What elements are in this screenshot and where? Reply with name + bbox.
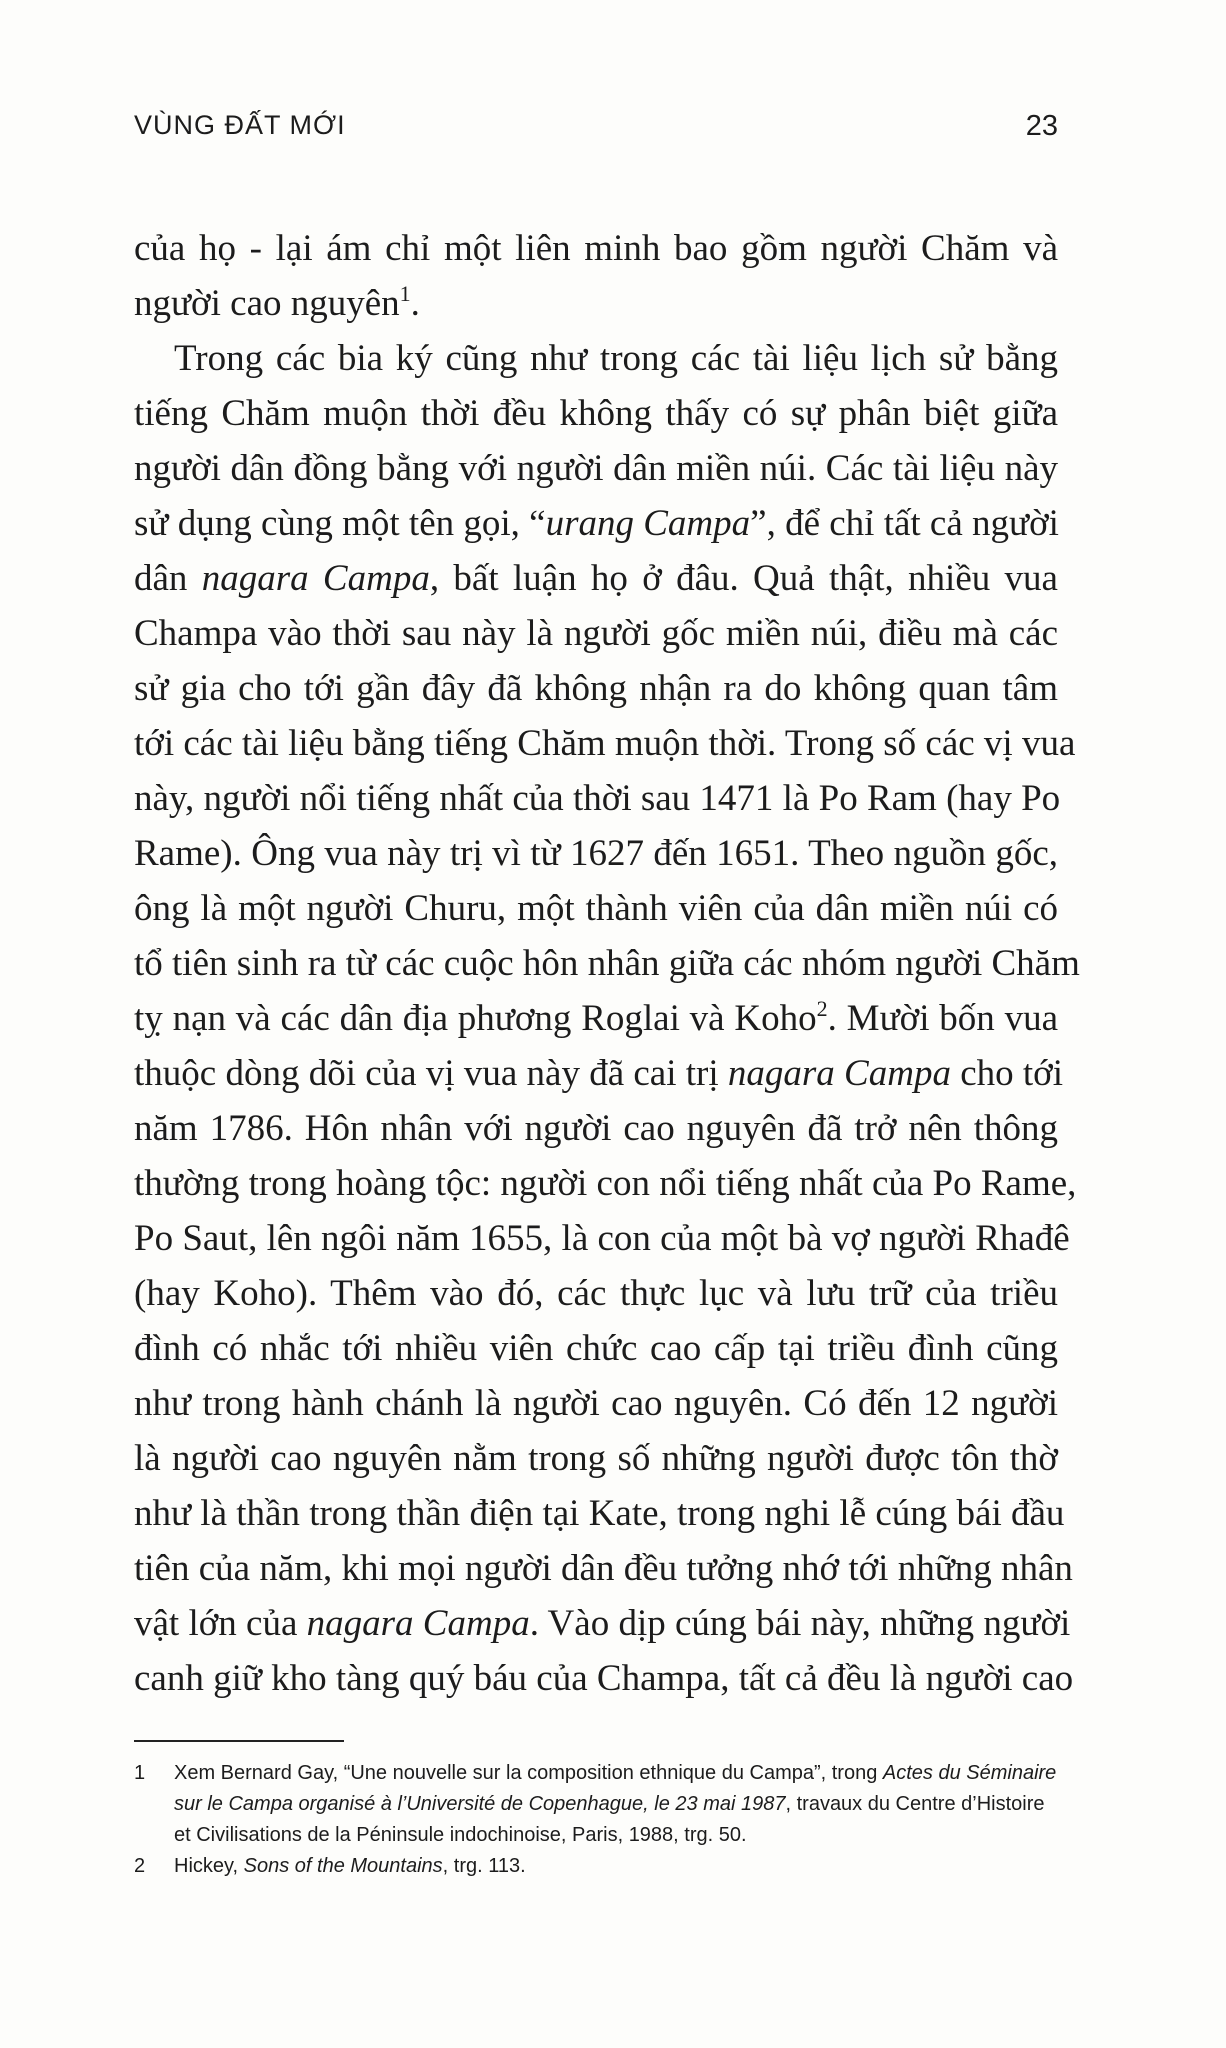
text-line: người dân đồng bằng với người dân miền núi. Các tài liệu này	[134, 448, 1058, 489]
text-line: tổ tiên sinh ra từ các cuộc hôn nhân giữa các nhóm người Chăm	[134, 943, 1080, 984]
text-line: sử gia cho tới gần đây đã không nhận ra do không quan tâm	[134, 668, 1058, 709]
text-line: dân nagara Campa, bất luận họ ở đâu. Quả thật, nhiều vua	[134, 558, 1058, 599]
body-text	[134, 221, 1080, 1706]
text-line: người cao nguyên$^1$.	[134, 281, 420, 324]
footnote-line: Xem Bernard Gay, “Une nouvelle sur la composition ethnique du Campa”, trong Actes du Séminaire	[174, 1762, 1057, 1784]
text-line: của họ - lại ám chỉ một liên minh bao gồm người Chăm và	[134, 228, 1058, 269]
text-line: ông là một người Churu, một thành viên của dân miền núi có	[134, 888, 1058, 929]
text-line: tiên của năm, khi mọi người dân đều tưởng nhớ tới những nhân	[134, 1548, 1073, 1589]
running-title: VÙNG ĐẤT MỚI	[134, 110, 346, 140]
text-line: Trong các bia ký cũng như trong các tài liệu lịch sử bằng	[174, 338, 1058, 379]
text-line: tỵ nạn và các dân địa phương Roglai và Koho$^2$. Mười bốn vua	[134, 996, 1058, 1039]
footnote-1	[134, 1758, 1058, 1851]
text-line: này, người nổi tiếng nhất của thời sau 1471 là Po Ram (hay Po	[134, 778, 1061, 819]
text-line: (hay Koho). Thêm vào đó, các thực lục và lưu trữ của triều	[134, 1273, 1058, 1314]
footnote-line: Hickey, Sons of the Mountains, trg. 113.	[174, 1855, 526, 1877]
footnote-line: sur le Campa organisé à l’Université de Copenhague, le 23 mai 1987, travaux du Centre d’Histoire	[174, 1793, 1045, 1815]
footnotes	[134, 1758, 1058, 1882]
text-line: canh giữ kho tàng quý báu của Champa, tất cả đều là người cao	[134, 1658, 1074, 1699]
text-line: là người cao nguyên nằm trong số những người được tôn thờ	[134, 1438, 1058, 1479]
text-line: đình có nhắc tới nhiều viên chức cao cấp tại triều đình cũng	[134, 1328, 1058, 1369]
footnote-divider	[134, 1740, 344, 1742]
text-line: tiếng Chăm muộn thời đều không thấy có sự phân biệt giữa	[134, 393, 1058, 434]
text-line: vật lớn của nagara Campa. Vào dịp cúng bái này, những người	[134, 1603, 1071, 1644]
text-line: thuộc dòng dõi của vị vua này đã cai trị nagara Campa cho tới	[134, 1053, 1064, 1094]
footnote-ref-2: 2	[816, 996, 828, 1021]
text-line: thường trong hoàng tộc: người con nổi tiếng nhất của Po Rame,	[134, 1163, 1077, 1204]
text-line: sử dụng cùng một tên gọi, “urang Campa”, để chỉ tất cả người	[134, 503, 1059, 544]
text-line: Rame). Ông vua này trị vì từ 1627 đến 1651. Theo nguồn gốc,	[134, 833, 1058, 874]
page-number: 23	[1025, 110, 1058, 142]
footnote-2	[134, 1851, 1058, 1882]
text-line: tới các tài liệu bằng tiếng Chăm muộn thời. Trong số các vị vua	[134, 723, 1076, 764]
footnote-number: 1	[134, 1762, 146, 1784]
footnote-line: et Civilisations de la Péninsule indochinoise, Paris, 1988, trg. 50.	[174, 1824, 747, 1846]
text-line: như trong hành chánh là người cao nguyên. Có đến 12 người	[134, 1383, 1058, 1424]
text-line: Champa vào thời sau này là người gốc miền núi, điều mà các	[134, 613, 1058, 654]
text-line: Po Saut, lên ngôi năm 1655, là con của một bà vợ người Rhađê	[134, 1218, 1070, 1259]
text-line: như là thần trong thần điện tại Kate, trong nghi lễ cúng bái đầu	[134, 1493, 1065, 1534]
text-line: năm 1786. Hôn nhân với người cao nguyên đã trở nên thông	[134, 1108, 1058, 1149]
footnote-number: 2	[134, 1855, 146, 1877]
footnote-ref-1: 1	[399, 281, 411, 306]
